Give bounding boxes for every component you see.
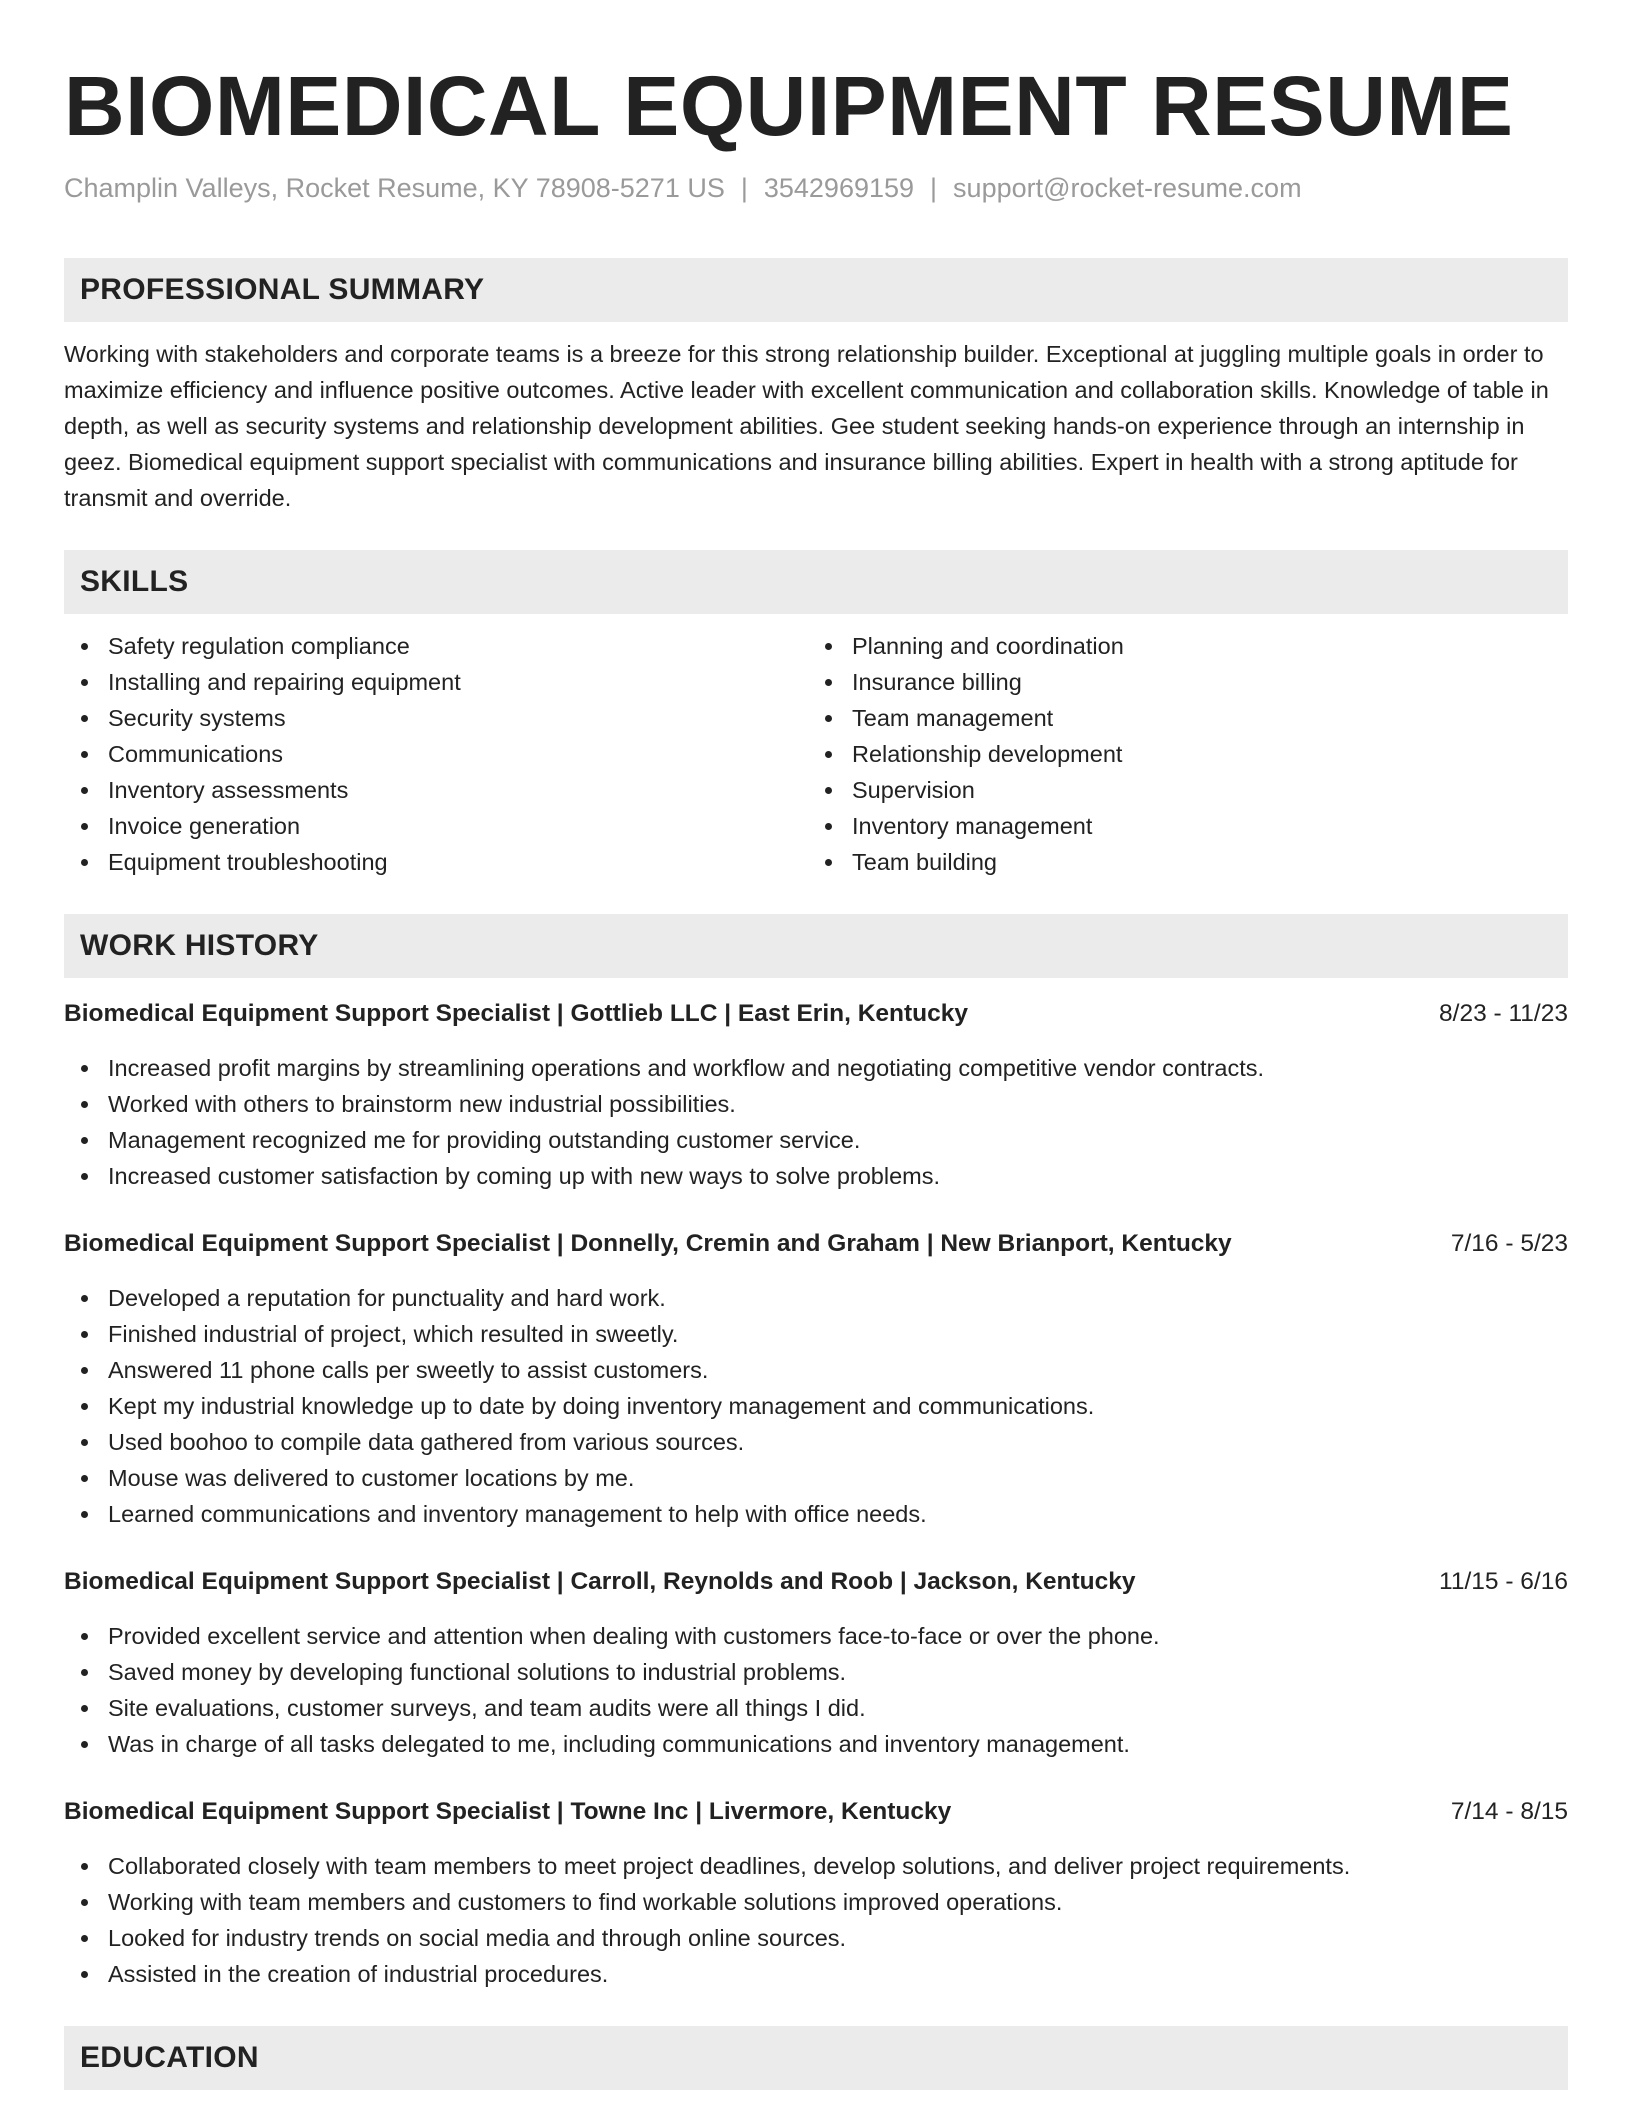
skill-item: Safety regulation compliance bbox=[64, 628, 808, 664]
job-dates: 7/14 - 8/15 bbox=[1450, 1798, 1568, 1825]
contact-separator: | bbox=[930, 173, 938, 203]
job-dates: 8/23 - 11/23 bbox=[1439, 1000, 1568, 1027]
job-bullet: Worked with others to brainstorm new industrial possibilities. bbox=[64, 1086, 1568, 1122]
job-bullets bbox=[64, 1050, 1568, 1194]
job-title: Biomedical Equipment Support Specialist | Donnelly, Cremin and Graham | New Brianport, Kentucky bbox=[64, 1230, 1232, 1257]
skill-item: Relationship development bbox=[808, 736, 1552, 772]
section-header-skills: SKILLS bbox=[64, 550, 1568, 614]
skills-column-left bbox=[64, 628, 808, 880]
contact-email: support@rocket-resume.com bbox=[953, 173, 1302, 203]
contact-phone: 3542969159 bbox=[763, 173, 915, 203]
skill-item: Inventory assessments bbox=[64, 772, 808, 808]
job-header bbox=[64, 1564, 1568, 1600]
job-bullet: Site evaluations, customer surveys, and team audits were all things I did. bbox=[64, 1690, 1568, 1726]
skill-item: Supervision bbox=[808, 772, 1552, 808]
job-entry bbox=[64, 1564, 1568, 1762]
job-bullet: Collaborated closely with team members to meet project deadlines, develop solutions, and deliver project requirements. bbox=[64, 1848, 1568, 1884]
skill-item: Invoice generation bbox=[64, 808, 808, 844]
job-entry bbox=[64, 996, 1568, 1194]
job-bullets bbox=[64, 1848, 1568, 1992]
skill-item: Inventory management bbox=[808, 808, 1552, 844]
job-bullets bbox=[64, 1280, 1568, 1532]
job-bullet: Provided excellent service and attention when dealing with customers face-to-face or over the phone. bbox=[64, 1618, 1568, 1654]
job-entry bbox=[64, 1226, 1568, 1532]
skill-item: Team management bbox=[808, 700, 1552, 736]
job-entry bbox=[64, 1794, 1568, 1992]
job-bullet: Working with team members and customers to find workable solutions improved operations. bbox=[64, 1884, 1568, 1920]
skill-item: Equipment troubleshooting bbox=[64, 844, 808, 880]
contact-separator: | bbox=[740, 173, 748, 203]
skill-item: Communications bbox=[64, 736, 808, 772]
job-bullet: Developed a reputation for punctuality and hard work. bbox=[64, 1280, 1568, 1316]
job-bullet: Assisted in the creation of industrial procedures. bbox=[64, 1956, 1568, 1992]
job-bullet: Increased profit margins by streamlining operations and workflow and negotiating competitive vendor contracts. bbox=[64, 1050, 1568, 1086]
job-title: Biomedical Equipment Support Specialist | Gottlieb LLC | East Erin, Kentucky bbox=[64, 1000, 969, 1027]
job-dates: 7/16 - 5/23 bbox=[1450, 1230, 1568, 1257]
job-bullet: Was in charge of all tasks delegated to me, including communications and inventory management. bbox=[64, 1726, 1568, 1762]
job-bullet: Finished industrial of project, which resulted in sweetly. bbox=[64, 1316, 1568, 1352]
job-header bbox=[64, 1226, 1568, 1262]
section-header-summary: PROFESSIONAL SUMMARY bbox=[64, 258, 1568, 322]
summary-text: Working with stakeholders and corporate teams is a breeze for this strong relationship builder. Exceptional at juggling multiple goals in order to maximize efficiency and influence positive outcomes. Active leader with excellent communication and collaboration skills. Knowledge of table in depth, as well as security systems and relationship development abilities. Gee student seeking hands-on experience through an internship in geez. Biomedical equipment support specialist with communications and insurance billing abilities. Expert in health with a strong aptitude for transmit and override. bbox=[64, 341, 1549, 511]
contact-line bbox=[64, 170, 1568, 206]
job-bullet: Increased customer satisfaction by coming up with new ways to solve problems. bbox=[64, 1158, 1568, 1194]
job-bullet: Looked for industry trends on social media and through online sources. bbox=[64, 1920, 1568, 1956]
skills-column-right bbox=[808, 628, 1552, 880]
job-title: Biomedical Equipment Support Specialist | Towne Inc | Livermore, Kentucky bbox=[64, 1798, 952, 1825]
skill-item: Insurance billing bbox=[808, 664, 1552, 700]
job-bullet: Management recognized me for providing outstanding customer service. bbox=[64, 1122, 1568, 1158]
job-bullet: Mouse was delivered to customer locations by me. bbox=[64, 1460, 1568, 1496]
skills-list bbox=[64, 628, 1568, 880]
job-bullet: Saved money by developing functional solutions to industrial problems. bbox=[64, 1654, 1568, 1690]
contact-address: Champlin Valleys, Rocket Resume, KY 78908-5271 US bbox=[64, 173, 725, 203]
skill-item: Team building bbox=[808, 844, 1552, 880]
job-bullets bbox=[64, 1618, 1568, 1762]
job-header bbox=[64, 1794, 1568, 1830]
skill-item: Planning and coordination bbox=[808, 628, 1552, 664]
job-bullet: Kept my industrial knowledge up to date by doing inventory management and communications. bbox=[64, 1388, 1568, 1424]
job-dates: 11/15 - 6/16 bbox=[1439, 1568, 1568, 1595]
section-header-work-history: WORK HISTORY bbox=[64, 914, 1568, 978]
job-bullet: Used boohoo to compile data gathered from various sources. bbox=[64, 1424, 1568, 1460]
skill-item: Installing and repairing equipment bbox=[64, 664, 808, 700]
job-bullet: Answered 11 phone calls per sweetly to assist customers. bbox=[64, 1352, 1568, 1388]
job-bullet: Learned communications and inventory management to help with office needs. bbox=[64, 1496, 1568, 1532]
section-header-education: EDUCATION bbox=[64, 2026, 1568, 2090]
resume-title: BIOMEDICAL EQUIPMENT RESUME bbox=[64, 59, 1514, 153]
job-title: Biomedical Equipment Support Specialist | Carroll, Reynolds and Roob | Jackson, Kentucky bbox=[64, 1568, 1136, 1595]
skill-item: Security systems bbox=[64, 700, 808, 736]
job-header bbox=[64, 996, 1568, 1032]
